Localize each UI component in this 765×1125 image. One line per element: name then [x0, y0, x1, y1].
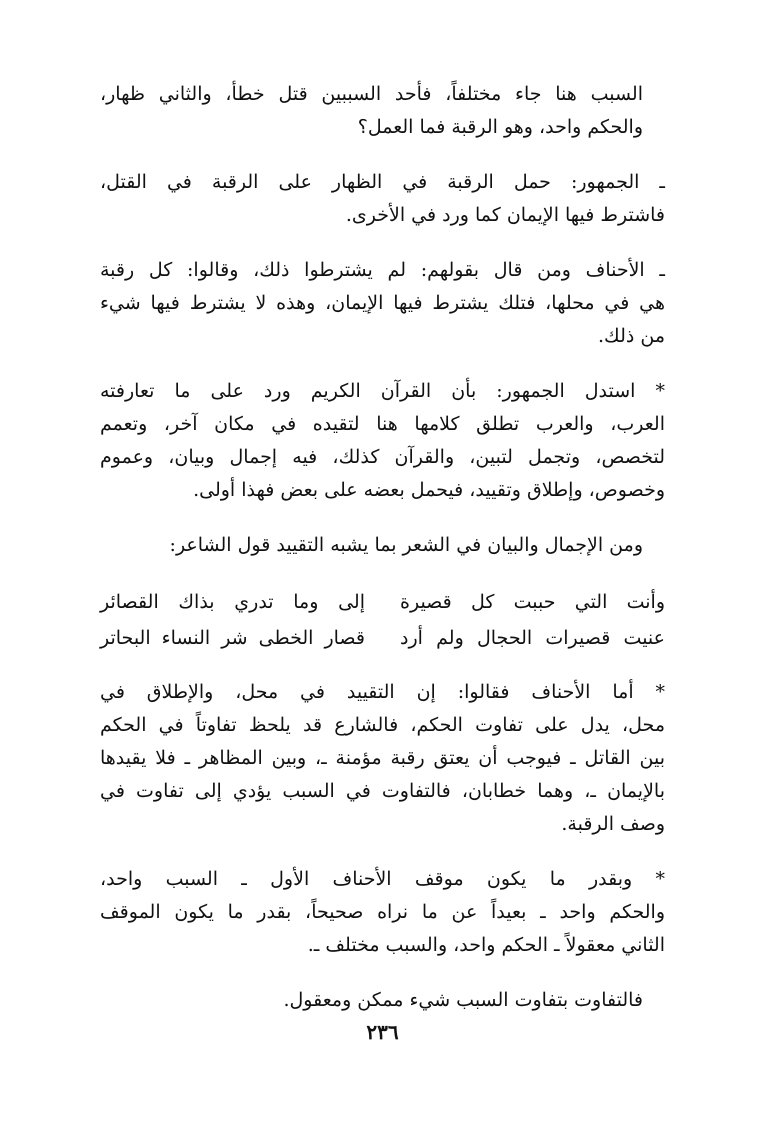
poem-hemistich-first: عنيت قصيرات الحجال ولم أرد — [400, 627, 665, 649]
text-line: الثاني معقولاً ـ الحكم واحد، والسبب مختلف ـ. — [307, 934, 665, 956]
text-line: من ذلك. — [598, 325, 665, 347]
poem-verse — [100, 584, 665, 620]
text-line: بالإيمان ـ، وهما خطابان، فالتفاوت في السبب يؤدي إلى تفاوت في — [100, 780, 665, 802]
text-line: وخصوص، وإطلاق وتقييد، فيحمل بعضه على بعض فهذا أولى. — [193, 479, 665, 501]
poem-hemistich-second: قصار الخطى شر النساء البحاتر — [100, 627, 365, 649]
paragraph-jumhur — [100, 166, 665, 232]
paragraph-conclusion — [100, 863, 665, 962]
text-line: لتخصص، وتجمل لتبين، والقرآن كذلك، فيه إجمال وبيان، وعموم — [100, 446, 665, 468]
text-line: هي في محلها، فتلك يشترط فيها الإيمان، وهذه لا يشترط فيها شيء — [100, 292, 665, 314]
text-line: فالتفاوت بتفاوت السبب شيء ممكن ومعقول. — [283, 989, 643, 1011]
poem-hemistich-second: إلى وما تدري بذاك القصائر — [100, 591, 365, 613]
text-line: العرب، والعرب تطلق كلامها هنا لتقيده في مكان آخر، وتعمم — [100, 413, 665, 435]
text-line: * أما الأحناف فقالوا: إن التقييد في محل، والإطلاق في — [100, 681, 665, 703]
text-line: ـ الجمهور: حمل الرقبة في الظهار على الرقبة في القتل، — [100, 171, 665, 193]
text-line: وصف الرقبة. — [561, 813, 665, 835]
poem-hemistich-first: وأنت التي حببت كل قصيرة — [400, 591, 665, 613]
paragraph-ahnaf — [100, 254, 665, 353]
text-line: بين القاتل ـ فيوجب أن يعتق رقبة مؤمنة ـ، وبين المظاهر ـ فلا يقيدها — [100, 747, 665, 769]
page-number: ٢٣٦ — [366, 1020, 399, 1044]
paragraph-final — [100, 984, 665, 1017]
text-line: والحكم واحد ـ بعيداً عن ما نراه صحيحاً، بقدر ما يكون الموقف — [100, 901, 665, 923]
text-line: * وبقدر ما يكون موقف الأحناف الأول ـ السبب واحد، — [100, 868, 665, 890]
text-line: السبب هنا جاء مختلفاً، فأحد السببين قتل خطأ، والثاني ظهار، — [100, 83, 643, 105]
text-line: ومن الإجمال والبيان في الشعر بما يشبه التقييد قول الشاعر: — [169, 534, 643, 556]
page-body — [100, 78, 665, 1039]
text-line: فاشترط فيها الإيمان كما ورد في الأخرى. — [345, 204, 665, 226]
paragraph-poem-intro — [100, 529, 665, 562]
poem-verse — [100, 620, 665, 656]
text-line: محل، يدل على تفاوت الحكم، فالشارع قد يلحظ تفاوتاً في الحكم — [100, 714, 665, 736]
text-line: * استدل الجمهور: بأن القرآن الكريم ورد على ما تعارفته — [100, 380, 665, 402]
paragraph-ahnaf-response — [100, 676, 665, 841]
paragraph-intro — [100, 78, 665, 144]
text-line: ـ الأحناف ومن قال بقولهم: لم يشترطوا ذلك، وقالوا: كل رقبة — [100, 259, 665, 281]
poem — [100, 584, 665, 656]
text-line: والحكم واحد، وهو الرقبة فما العمل؟ — [357, 116, 643, 138]
paragraph-istidlal — [100, 375, 665, 507]
